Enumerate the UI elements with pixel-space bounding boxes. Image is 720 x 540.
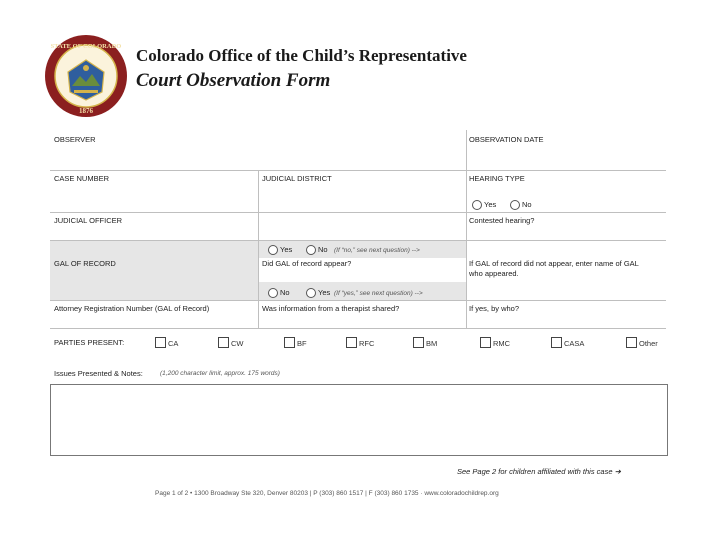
contested-no-option[interactable]: No <box>510 200 532 210</box>
gal-appear-no-option[interactable]: No <box>306 245 328 255</box>
checkbox-label-cw: CW <box>231 339 244 348</box>
checkbox-rmc[interactable] <box>480 337 491 348</box>
see-page-2-note <box>457 467 621 476</box>
attorney-registration-label: Attorney Registration Number (GAL of Record) <box>54 304 210 313</box>
checkbox-rfc[interactable] <box>346 337 357 348</box>
notes-hint: (1,200 character limit, approx. 175 words) <box>160 370 280 377</box>
observer-label: OBSERVER <box>54 135 96 144</box>
row-divider <box>50 300 666 301</box>
gal-not-appear-label: If GAL of record did not appear, enter name of GAL <box>469 259 639 268</box>
judicial-officer-label: JUDICIAL OFFICER <box>54 216 123 225</box>
observation-date-label: OBSERVATION DATE <box>469 135 544 144</box>
row-divider <box>50 240 666 241</box>
svg-text:STATE OF COLORADO: STATE OF COLORADO <box>50 43 122 50</box>
checkbox-casa[interactable] <box>551 337 562 348</box>
notes-textarea[interactable] <box>50 384 668 456</box>
radio-icon <box>268 288 278 298</box>
page-footer: Page 1 of 2 • 1300 Broadway Ste 320, Denver 80203 | P (303) 860 1517 | F (303) 860 1735 · www.coloradochildrep.org <box>155 490 499 497</box>
column-divider <box>466 130 467 328</box>
judicial-district-label: JUDICIAL DISTRICT <box>262 174 332 183</box>
checkbox-bm[interactable] <box>413 337 424 348</box>
radio-icon <box>510 200 520 210</box>
row-divider <box>50 328 666 329</box>
contested-hearing-label: Contested hearing? <box>469 216 535 225</box>
arrow-right-icon: ➔ <box>614 467 621 476</box>
checkbox-label-bf: BF <box>297 339 307 348</box>
therapist-note: (If “yes,” see next question) --> <box>334 290 423 297</box>
checkbox-label-rmc: RMC <box>493 339 511 348</box>
column-divider <box>258 170 259 328</box>
if-yes-by-who-label: If yes, by who? <box>469 304 520 313</box>
radio-icon <box>306 288 316 298</box>
checkbox-label-bm: BM <box>426 339 438 348</box>
contested-yes-option[interactable]: Yes <box>472 200 496 210</box>
radio-icon <box>306 245 316 255</box>
form-title: Court Observation Form <box>136 70 331 91</box>
gal-shade-left <box>50 240 258 300</box>
svg-text:1876: 1876 <box>79 107 93 115</box>
see-page-text: See Page 2 for children affiliated with this case <box>457 467 613 476</box>
checkbox-ca[interactable] <box>155 337 166 348</box>
checkbox-label-rfc: RFC <box>359 339 375 348</box>
colorado-seal-logo <box>44 34 128 118</box>
gal-appear-yes-option[interactable]: Yes <box>268 245 292 255</box>
radio-icon <box>472 200 482 210</box>
gal-not-appear-label-2: who appeared. <box>469 269 519 278</box>
checkbox-other[interactable] <box>626 337 637 348</box>
checkbox-label-casa: CASA <box>564 339 585 348</box>
issues-notes-label: Issues Presented & Notes: <box>54 369 143 378</box>
checkbox-bf[interactable] <box>284 337 295 348</box>
therapist-no-option[interactable]: No <box>268 288 290 298</box>
therapist-yes-option[interactable]: Yes <box>306 288 330 298</box>
checkbox-label-other: Other <box>639 339 658 348</box>
hearing-type-label: HEARING TYPE <box>469 174 525 183</box>
organization-name: Colorado Office of the Child’s Representative <box>136 46 467 65</box>
row-divider <box>50 170 666 171</box>
row-divider <box>50 212 666 213</box>
gal-appear-note: (If “no,” see next question) --> <box>334 247 420 254</box>
gal-appear-label: Did GAL of record appear? <box>262 259 352 268</box>
radio-icon <box>268 245 278 255</box>
parties-present-label: PARTIES PRESENT: <box>54 338 125 347</box>
therapist-info-label: Was information from a therapist shared? <box>262 304 400 313</box>
gal-of-record-label: GAL OF RECORD <box>54 259 116 268</box>
case-number-label: CASE NUMBER <box>54 174 110 183</box>
checkbox-label-ca: CA <box>168 339 179 348</box>
checkbox-cw[interactable] <box>218 337 229 348</box>
